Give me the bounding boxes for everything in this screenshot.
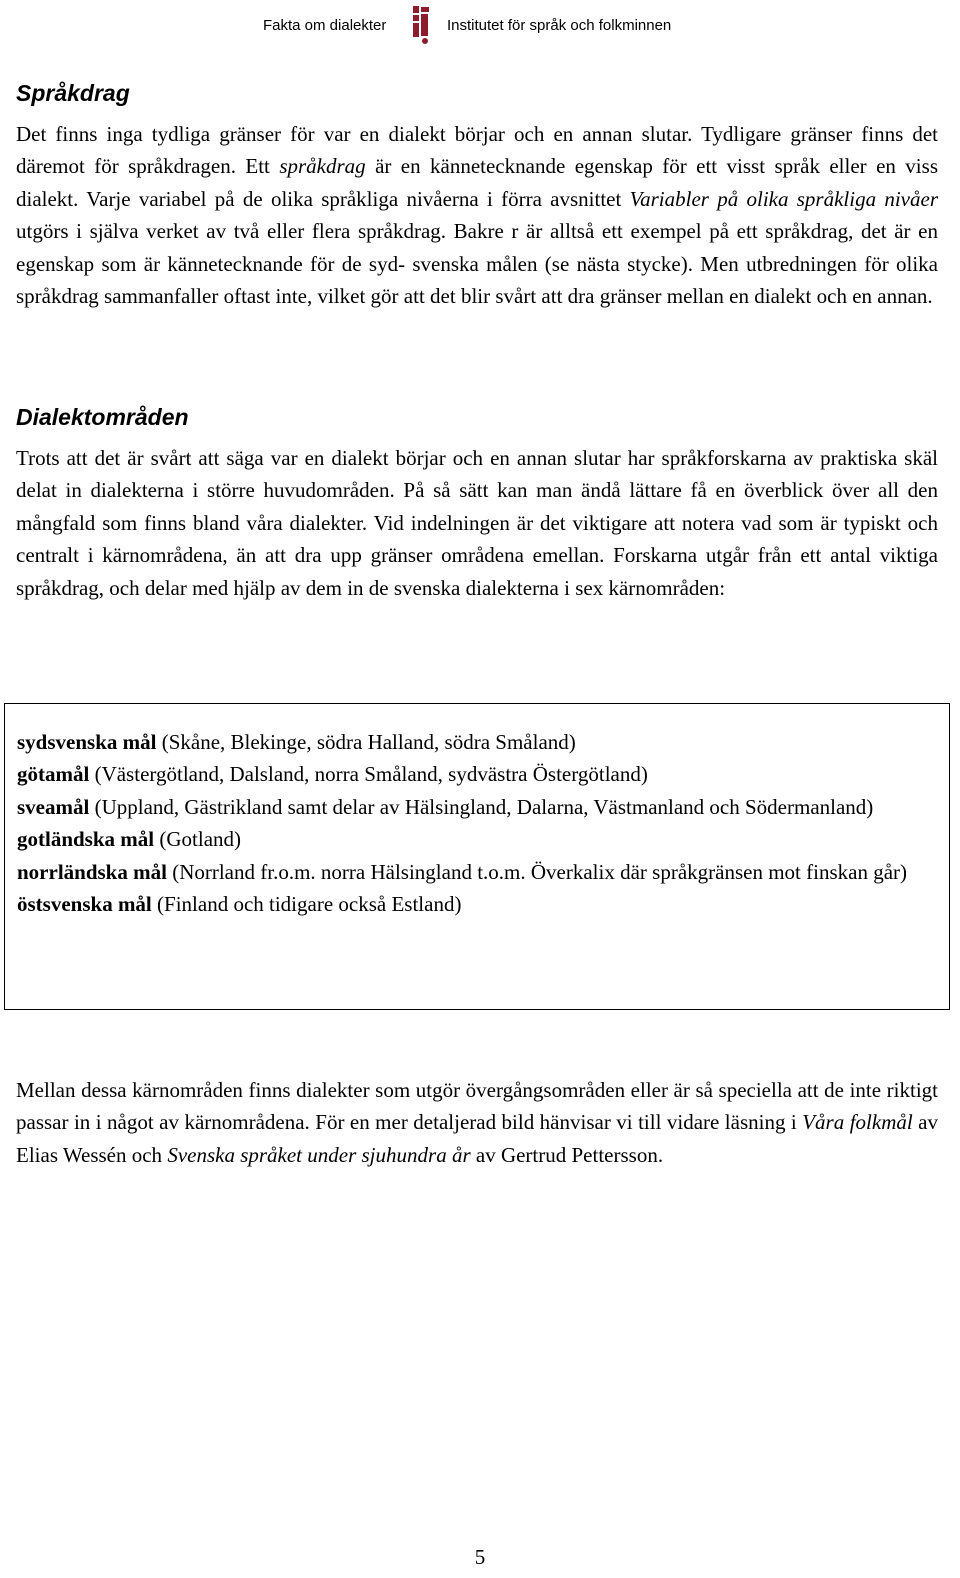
list-item — [17, 856, 939, 888]
text-run: är en kännetecknande egenskap för ett visst språk eller en viss dialekt. Varje variabel på de olika språkliga nivåerna i förra avsnittet — [16, 154, 938, 211]
area-description: (Uppland, Gästrikland samt delar av Hälsingland, Dalarna, Västmanland och Södermanland) — [89, 794, 874, 819]
text-run: av Gertrud Pettersson. — [470, 1142, 664, 1167]
emphasis-term: språkdrag — [279, 154, 366, 179]
area-description: (Norrland fr.o.m. norra Hälsingland t.o.m. Överkalix där språkgränsen mot finskan går) — [166, 859, 907, 884]
cross-reference: Variabler på olika språkliga nivåer — [629, 186, 938, 211]
header-left-text: Fakta om dialekter — [263, 17, 387, 34]
area-name: norrländska mål — [17, 859, 167, 884]
text-run: utgörs i själva verket av två eller flera språkdrag. Bakre r är alltså ett exempel på ett språkdrag, det är en egenskap som är kännetecknande för de syd- svenska målen (se nästa stycke). Men utbredningen för olika språkdrag sammanfaller oftast inte, vilket gör att det blir svårt att dra gränser mellan en dialekt och en annan. — [16, 219, 938, 309]
area-description: (Finland och tidigare också Estland) — [151, 892, 462, 917]
area-name: sydsvenska mål — [17, 730, 157, 754]
list-item — [17, 758, 939, 790]
area-name: östsvenska mål — [17, 892, 152, 917]
institute-logo-icon — [410, 4, 434, 44]
area-name: sveamål — [17, 794, 90, 819]
text-run: av Elias Wessén och — [16, 1110, 938, 1167]
core-areas-box — [4, 703, 950, 1010]
text-run: Det finns inga tydliga gränser för var en dialekt börjar och en annan slutar. Tydligare gränser finns det däremot för språkdragen. Ett — [16, 122, 938, 179]
book-title: Svenska språket under sjuhundra år — [167, 1142, 471, 1167]
area-description: (Gotland) — [154, 827, 242, 852]
section-heading-sprakdrag: Språkdrag — [16, 80, 130, 106]
list-item — [17, 791, 939, 823]
area-description: (Västergötland, Dalsland, norra Småland, sydvästra Östergötland) — [89, 762, 648, 787]
list-item — [17, 823, 939, 855]
core-areas-list — [17, 726, 939, 920]
closing-paragraph — [16, 1074, 938, 1171]
list-item — [17, 726, 939, 758]
dialektomraden-paragraph: Trots att det är svårt att säga var en dialekt börjar och en annan slutar har språkforskarna av praktiska skäl delat in dialekterna i större huvudområden. På så sätt kan man ändå lättare få en överblick över all den mångfald som finns bland våra dialekter. Vid indelningen är det viktigare att notera vad som är typiskt och centralt i kärnområdena, än att dra upp gränser områdena emellan. Forskarna utgår från ett antal viktiga språkdrag, och delar med hjälp av dem in de svenska dialekterna i sex kärnområden: — [16, 446, 938, 600]
area-name: götamål — [17, 762, 90, 787]
list-item — [17, 888, 939, 920]
area-name: gotländska mål — [17, 827, 155, 852]
header-right-text: Institutet för språk och folkminnen — [447, 17, 672, 34]
sprakdrag-paragraph — [16, 118, 938, 312]
page-number: 5 — [474, 1545, 486, 1569]
area-description: (Skåne, Blekinge, södra Halland, södra Småland) — [156, 730, 576, 754]
book-title: Våra folkmål — [802, 1110, 913, 1135]
page-header — [0, 0, 960, 50]
section-heading-dialektomraden: Dialektområden — [16, 404, 189, 430]
text-run: Mellan dessa kärnområden finns dialekter som utgör övergångsområden eller är så speciella att de inte riktigt passar in i något av kärnområdena. För en mer detaljerad bild hänvisar vi till vidare läsning i — [16, 1078, 938, 1135]
